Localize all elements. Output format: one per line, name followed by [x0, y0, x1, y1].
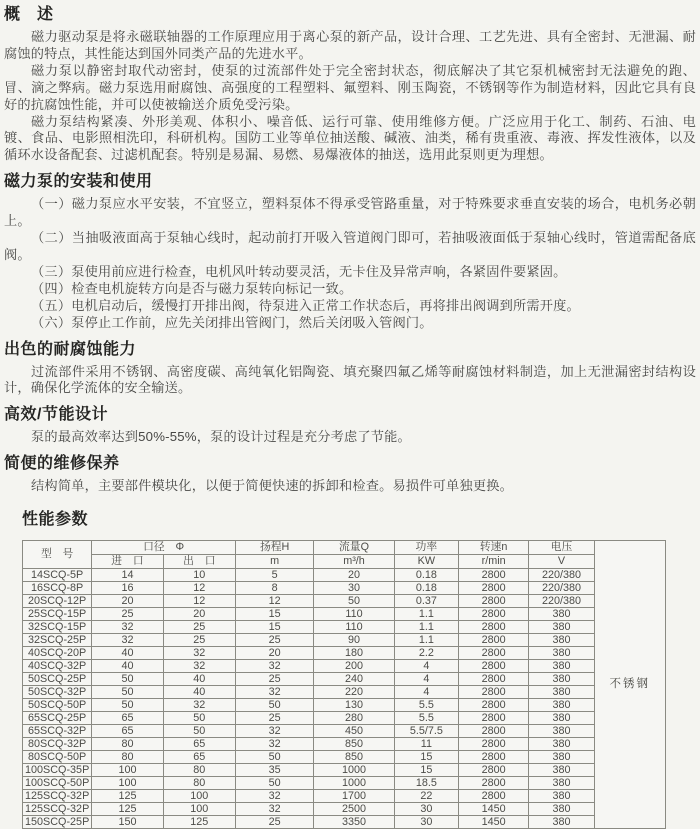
- table-cell: 50: [235, 699, 313, 712]
- paragraph: （五）电机启动后，缓慢打开排出阀，待泵进入正常工作状态后，再将排出阀调到所需开度。: [31, 297, 580, 313]
- section-heading: 高效/节能设计: [4, 406, 108, 424]
- table-cell: 2800: [459, 569, 529, 582]
- table-row: [23, 660, 666, 673]
- table-cell: 80: [92, 751, 163, 764]
- table-cell: 1.1: [394, 634, 458, 647]
- column-header-outlet: 出 口: [163, 555, 235, 569]
- table-cell: 380: [529, 712, 594, 725]
- table-cell: 65SCQ-25P: [23, 712, 92, 725]
- table-cell: 2800: [459, 647, 529, 660]
- table-cell: 380: [529, 660, 594, 673]
- table-row: [23, 634, 666, 647]
- doc-section: [4, 405, 696, 446]
- paragraph: （二）当抽吸液面高于泵轴心线时，起动前打开吸入管道阀门即可，若抽吸液面低于泵轴心线时，管道需配备底阀。: [4, 230, 696, 262]
- paragraph: 磁力泵结构紧凑、外形美观、体积小、噪音低、运行可靠、使用维修方便。广泛应用于化工、制药、石油、电镀、食品、电影照相洗印，科研机构。国防工业等单位抽送酸、碱液、油类，稀有贵重液、毒液、挥发性液体，以及循环水设备配套、过滤机配套。特别是易漏、易燃、易爆液体的抽送，选用此泵则更为理想。: [4, 113, 696, 163]
- table-cell: 50: [92, 673, 163, 686]
- table-cell: 1.1: [394, 608, 458, 621]
- table-cell: 850: [314, 738, 394, 751]
- table-cell: 2800: [459, 660, 529, 673]
- table-cell: 1000: [314, 764, 394, 777]
- table-row: [23, 816, 666, 829]
- table-cell: 220/380: [529, 595, 594, 608]
- paragraph: （三）泵使用前应进行检查，电机风叶转动要灵活，无卡住及异常声响，各紧固件要紧固。: [31, 263, 567, 279]
- table-cell: 2.2: [394, 647, 458, 660]
- table-cell: 2800: [459, 595, 529, 608]
- table-cell: 25: [235, 673, 313, 686]
- table-cell: 380: [529, 647, 594, 660]
- column-header-speed-unit: r/min: [459, 555, 529, 569]
- doc-section: [4, 5, 696, 164]
- table-cell: 380: [529, 725, 594, 738]
- table-cell: 32: [92, 634, 163, 647]
- table-cell: 80: [92, 738, 163, 751]
- table-cell: 15: [235, 621, 313, 634]
- table-cell: 32: [92, 621, 163, 634]
- table-cell: 280: [314, 712, 394, 725]
- column-header-flow: 流量Q: [314, 541, 394, 555]
- table-row: [23, 621, 666, 634]
- table-cell: 16: [92, 582, 163, 595]
- table-cell: 850: [314, 751, 394, 764]
- table-cell: 0.18: [394, 569, 458, 582]
- table-cell: 100: [92, 777, 163, 790]
- table-cell: 200: [314, 660, 394, 673]
- table-cell: 35: [235, 764, 313, 777]
- table-cell: 380: [529, 777, 594, 790]
- paragraph: 磁力泵以静密封取代动密封，使泵的过流部件处于完全密封状态，彻底解决了其它泵机械密封无法避免的跑、冒、滴之弊病。磁力泵选用耐腐蚀、高强度的工程塑料、氟塑料、刚玉陶瓷，不锈钢等作为制造材料，因此它具有良好的抗腐蚀性能，并可以使被输送介质免受污染。: [4, 62, 696, 112]
- table-cell: 80SCQ-50P: [23, 751, 92, 764]
- column-header-diameter: 口径 Φ: [92, 541, 236, 555]
- table-cell: 50: [314, 595, 394, 608]
- table-cell: 2800: [459, 790, 529, 803]
- table-cell: 32: [235, 790, 313, 803]
- table-cell: 32: [235, 803, 313, 816]
- paragraph: 结构简单，主要部件模块化，以便于简便快速的拆卸和检查。易损件可单独更换。: [31, 478, 513, 494]
- table-cell: 380: [529, 673, 594, 686]
- table-cell: 2800: [459, 764, 529, 777]
- table-cell: 2800: [459, 738, 529, 751]
- table-cell: 40: [92, 660, 163, 673]
- table-cell: 2800: [459, 673, 529, 686]
- table-cell: 40: [163, 686, 235, 699]
- table-row: [23, 738, 666, 751]
- table-cell: 380: [529, 764, 594, 777]
- table-cell: 80SCQ-32P: [23, 738, 92, 751]
- paragraph: 泵的最高效率达到50%-55%，泵的设计过程是充分考虑了节能。: [31, 429, 411, 445]
- table-cell: 50: [235, 777, 313, 790]
- table-cell: 240: [314, 673, 394, 686]
- table-cell: 65: [163, 751, 235, 764]
- table-cell: 20SCQ-12P: [23, 595, 92, 608]
- table-row: [23, 751, 666, 764]
- table-row: [23, 777, 666, 790]
- table-row: [23, 608, 666, 621]
- column-header-speed: 转速n: [459, 541, 529, 555]
- table-cell: 130: [314, 699, 394, 712]
- doc-section: [4, 172, 696, 331]
- table-cell: 20: [235, 647, 313, 660]
- table-cell: 32: [235, 738, 313, 751]
- table-row: [23, 712, 666, 725]
- table-cell: 32: [235, 686, 313, 699]
- performance-section: [22, 510, 696, 829]
- table-cell: 125: [163, 816, 235, 829]
- table-cell: 32: [163, 647, 235, 660]
- table-cell: 380: [529, 686, 594, 699]
- table-cell: 25SCQ-15P: [23, 608, 92, 621]
- performance-table: [22, 540, 666, 829]
- table-cell: 380: [529, 803, 594, 816]
- table-row: [23, 569, 666, 582]
- table-cell: 2800: [459, 634, 529, 647]
- table-cell: 450: [314, 725, 394, 738]
- table-cell: 150: [92, 816, 163, 829]
- table-cell: 125SCQ-32P: [23, 803, 92, 816]
- table-cell: 1000: [314, 777, 394, 790]
- table-cell: 80: [163, 764, 235, 777]
- table-cell: 40: [92, 647, 163, 660]
- table-cell: 380: [529, 790, 594, 803]
- table-cell: 32: [163, 699, 235, 712]
- table-cell: 11: [394, 738, 458, 751]
- table-cell: 14SCQ-5P: [23, 569, 92, 582]
- table-cell: 150SCQ-25P: [23, 816, 92, 829]
- table-cell: 2800: [459, 582, 529, 595]
- table-cell: 380: [529, 816, 594, 829]
- table-cell: 50: [163, 725, 235, 738]
- table-cell: 5: [235, 569, 313, 582]
- table-cell: 0.37: [394, 595, 458, 608]
- table-cell: 50SCQ-25P: [23, 673, 92, 686]
- table-cell: 220: [314, 686, 394, 699]
- table-cell: 125SCQ-32P: [23, 790, 92, 803]
- material-cell: 不锈钢: [594, 541, 665, 829]
- column-header-model: 型 号: [23, 541, 92, 569]
- table-cell: 65: [163, 738, 235, 751]
- table-header-row-2: [23, 555, 666, 569]
- table-cell: 40: [163, 673, 235, 686]
- doc-section: [4, 340, 696, 398]
- table-cell: 220/380: [529, 582, 594, 595]
- table-row: [23, 699, 666, 712]
- table-cell: 32: [235, 660, 313, 673]
- table-row: [23, 595, 666, 608]
- table-row: [23, 582, 666, 595]
- table-cell: 2800: [459, 608, 529, 621]
- table-cell: 380: [529, 738, 594, 751]
- table-row: [23, 725, 666, 738]
- table-cell: 5.5/7.5: [394, 725, 458, 738]
- table-row: [23, 686, 666, 699]
- table-cell: 2800: [459, 751, 529, 764]
- table-cell: 5.5: [394, 699, 458, 712]
- table-cell: 2800: [459, 621, 529, 634]
- table-cell: 50: [92, 699, 163, 712]
- table-cell: 30: [394, 816, 458, 829]
- performance-heading: 性能参数: [22, 511, 89, 529]
- table-cell: 2500: [314, 803, 394, 816]
- column-header-head: 扬程H: [235, 541, 313, 555]
- table-cell: 30: [314, 582, 394, 595]
- table-cell: 90: [314, 634, 394, 647]
- table-cell: 50: [92, 686, 163, 699]
- table-cell: 15: [235, 608, 313, 621]
- table-cell: 380: [529, 608, 594, 621]
- table-cell: 40SCQ-20P: [23, 647, 92, 660]
- column-header-flow-unit: m³/h: [314, 555, 394, 569]
- table-cell: 25: [92, 608, 163, 621]
- table-cell: 14: [92, 569, 163, 582]
- doc-section: [4, 454, 696, 495]
- table-cell: 380: [529, 699, 594, 712]
- table-cell: 32SCQ-15P: [23, 621, 92, 634]
- table-row: [23, 764, 666, 777]
- table-row: [23, 803, 666, 816]
- table-cell: 2800: [459, 699, 529, 712]
- document-body: [4, 5, 696, 495]
- table-cell: 100SCQ-50P: [23, 777, 92, 790]
- table-cell: 125: [92, 790, 163, 803]
- table-cell: 1450: [459, 803, 529, 816]
- paragraph: （四）检查电机旋转方向是否与磁力泵转向标记一致。: [31, 280, 353, 296]
- table-cell: 2800: [459, 777, 529, 790]
- table-cell: 30: [394, 803, 458, 816]
- table-cell: 10: [163, 569, 235, 582]
- section-heading: 概 述: [4, 6, 54, 23]
- table-cell: 100: [92, 764, 163, 777]
- table-cell: 4: [394, 660, 458, 673]
- table-cell: 125: [92, 803, 163, 816]
- table-cell: 2800: [459, 725, 529, 738]
- table-cell: 2800: [459, 686, 529, 699]
- table-cell: 5.5: [394, 712, 458, 725]
- table-cell: 20: [163, 608, 235, 621]
- table-cell: 110: [314, 608, 394, 621]
- paragraph: 过流部件采用不锈钢、高密度碳、高纯氧化铝陶瓷、填充聚四氟乙烯等耐腐蚀材料制造，加上无泄漏密封结构设计，确保化学流体的安全输送。: [4, 363, 696, 396]
- table-cell: 1700: [314, 790, 394, 803]
- table-cell: 3350: [314, 816, 394, 829]
- table-cell: 380: [529, 634, 594, 647]
- column-header-power-unit: KW: [394, 555, 458, 569]
- paragraph: （一）磁力泵应水平安装，不宜竖立，塑料泵体不得承受管路重量，对于特殊要求垂直安装的场合，电机务必朝上。: [4, 196, 696, 229]
- table-cell: 4: [394, 673, 458, 686]
- table-cell: 380: [529, 621, 594, 634]
- section-heading: 磁力泵的安装和使用: [4, 173, 153, 191]
- table-header-row-1: [23, 541, 666, 555]
- table-cell: 18.5: [394, 777, 458, 790]
- table-cell: 25: [163, 634, 235, 647]
- table-cell: 1450: [459, 816, 529, 829]
- table-cell: 32: [163, 660, 235, 673]
- table-cell: 15: [394, 751, 458, 764]
- performance-table-body: [23, 541, 666, 829]
- table-cell: 4: [394, 686, 458, 699]
- table-cell: 50: [235, 751, 313, 764]
- table-cell: 40SCQ-32P: [23, 660, 92, 673]
- table-cell: 100: [163, 790, 235, 803]
- table-cell: 15: [394, 764, 458, 777]
- table-cell: 25: [163, 621, 235, 634]
- table-cell: 80: [163, 777, 235, 790]
- table-cell: 12: [163, 582, 235, 595]
- table-cell: 220/380: [529, 569, 594, 582]
- table-cell: 50: [163, 712, 235, 725]
- table-cell: 32: [235, 725, 313, 738]
- table-cell: 20: [314, 569, 394, 582]
- paragraph: （六）泵停止工作前，应先关闭排出管阀门，然后关闭吸入管阀门。: [31, 314, 433, 330]
- table-row: [23, 647, 666, 660]
- table-cell: 25: [235, 712, 313, 725]
- table-cell: 50SCQ-50P: [23, 699, 92, 712]
- table-cell: 50SCQ-32P: [23, 686, 92, 699]
- table-cell: 12: [235, 595, 313, 608]
- table-cell: 180: [314, 647, 394, 660]
- table-cell: 20: [92, 595, 163, 608]
- section-heading: 简便的维修保养: [4, 455, 120, 473]
- table-row: [23, 790, 666, 803]
- table-row: [23, 673, 666, 686]
- column-header-voltage: 电压: [529, 541, 594, 555]
- column-header-head-unit: m: [235, 555, 313, 569]
- table-cell: 2800: [459, 712, 529, 725]
- table-cell: 1.1: [394, 621, 458, 634]
- table-cell: 25: [235, 634, 313, 647]
- table-cell: 32SCQ-25P: [23, 634, 92, 647]
- column-header-inlet: 进 口: [92, 555, 163, 569]
- table-cell: 8: [235, 582, 313, 595]
- paragraph: 磁力驱动泵是将永磁联轴器的工作原理应用于离心泵的新产品，设计合理、工艺先进、具有全密封、无泄漏、耐腐蚀的特点，其性能达到国外同类产品的先进水平。: [4, 29, 696, 61]
- table-cell: 110: [314, 621, 394, 634]
- table-cell: 0.18: [394, 582, 458, 595]
- table-cell: 100: [163, 803, 235, 816]
- column-header-voltage-unit: V: [529, 555, 594, 569]
- table-cell: 12: [163, 595, 235, 608]
- table-cell: 16SCQ-8P: [23, 582, 92, 595]
- table-cell: 100SCQ-35P: [23, 764, 92, 777]
- table-cell: 25: [235, 816, 313, 829]
- table-cell: 65SCQ-32P: [23, 725, 92, 738]
- section-heading: 出色的耐腐蚀能力: [4, 340, 137, 358]
- table-cell: 65: [92, 712, 163, 725]
- table-cell: 380: [529, 751, 594, 764]
- table-cell: 22: [394, 790, 458, 803]
- column-header-power: 功率: [394, 541, 458, 555]
- table-cell: 65: [92, 725, 163, 738]
